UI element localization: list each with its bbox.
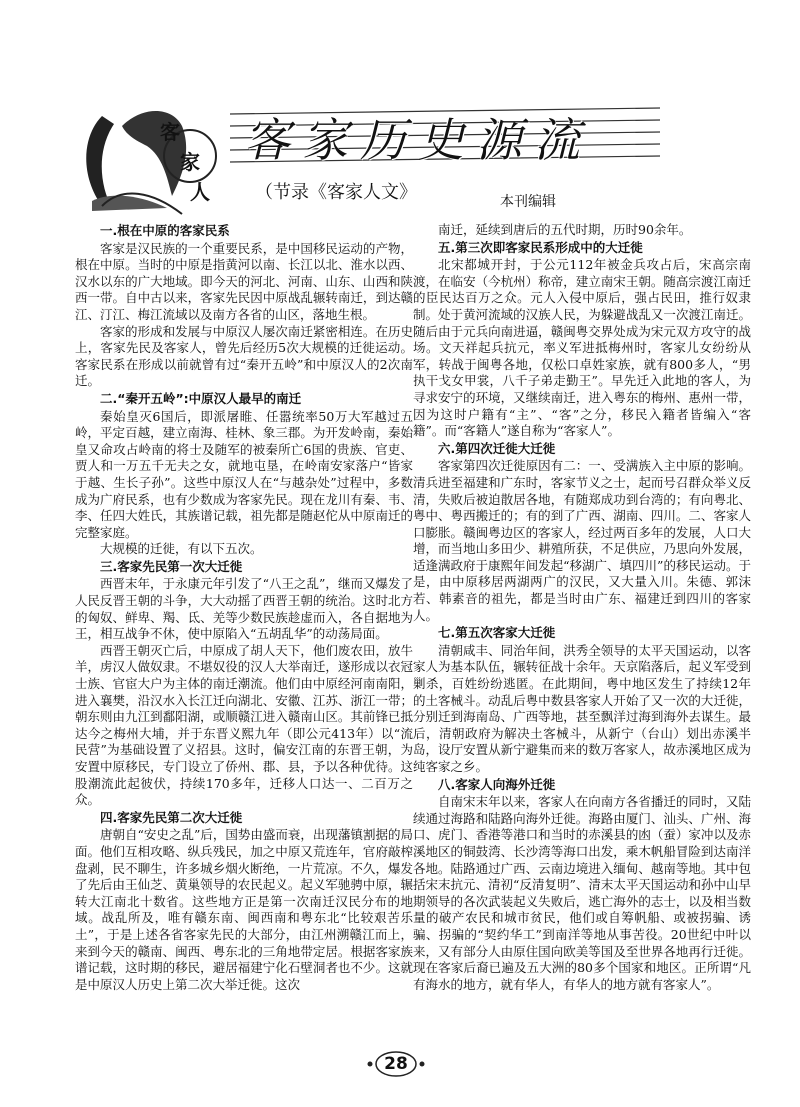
paragraph: 北宋都城开封，于公元112年被金兵攻占后，宋高宗南渡，在临安（今杭州）称帝，建立南宋王朝。随高宗渡江南迁的臣民达百万之众。元人入侵中原后，强占民田，推行奴隶制。处于黄河流域的汉族人民，为躲避战乱又一次渡江南迁。随后由于元兵向南进逼，赣闽粤交界处成为宋元双方攻守的战场。文天祥起兵抗元，率义军进抵梅州时，客家儿女纷纷从军，转战于闽粤各地，仅松口卓姓家族，就有800多人，“男执干戈女甲裳，八千子弟走勤王”。早先迁入此地的客人，为寻求安宁的环境，又继续南迁，进入粤东的梅州、惠州一带，因为这时户籍有“主”、“客”之分，移民入籍者皆编入“客籍”。而“客籍人”遂自称为“客家人”。 bbox=[413, 257, 751, 439]
paragraph: 西晋王朝灭亡后，中原成了胡人天下，他们废农田，放牛羊，虏汉人做奴隶。不堪奴役的汉人大举南迁，遂形成以衣冠士族、官宦大户为主体的南迁潮流。他们由中原经河南南阳，进入襄樊，沿汉水入长江迁向湖北、安徽、江苏、浙江一带；朝东则由九江到鄱阳湖，或顺赣江进入赣南山区。其前锋已抵达今之梅州大埔，并于东晋义熙九年（即公元413年）以“流民营”为基础设置了义招县。这时，偏安江南的东晋王朝，为安置中原移民，专门设立了侨州、郡、县，予以各种优待。这股潮流此起彼伏，持续170多年，迁移人口达一、二百万之众。 bbox=[75, 642, 413, 808]
paragraph: 秦始皇灭6国后，即派屠睢、任嚣统率50万大军越过五岭，平定百越，建立南海、桂林、象三郡。为开发岭南，秦始皇又命攻占岭南的将士及随军的被秦所亡6国的贵族、官吏、贾人和一万五千无夫之女，就地屯垦，在岭南安家落户“皆家于越、生长子孙”。这些中原汉人在“与越杂处”过程中，多数成为广府民系，也有少数成为客家先民。现在龙川有秦、韦、李、任四大姓氏，其族谱记载，祖先都是随赵佗从中原南迁的完整家庭。 bbox=[75, 408, 413, 540]
paragraph: 客家第四次迁徙原因有二：一、受满族入主中原的影响。清兵进至福建和广东时，客家节义之士，起而号召群众举义反清，失败后被迫散居各地，有随郑成功到台湾的；有向粤北、粤中、粤西搬迁的；有的到了广西、湖南、四川。二、客家人口膨胀。赣闽粤边区的客家人，经过两百多年的发展，人口大增，而当地山多田少、耕殖所获，不足供应，乃思向外发展，适逢满政府于康熙年间发起“移湖广、填四川”的移民运动。于是，由中原移居两湖两广的汉民，又大量入川。朱德、郭沫若、韩素音的祖先，都是当时由广东、福建迁到四川的客家人。 bbox=[413, 458, 751, 623]
hakka-logo bbox=[72, 96, 222, 218]
section-heading: 六.第四次迁徙大迁徙 bbox=[438, 440, 556, 456]
paragraph: 唐朝自“安史之乱”后，国势由盛而衰，出现藩镇割据的局面。他们互相攻略、纵兵残民，加之中原又荒连年，官府敲榨盘剥，民不聊生，许多城乡烟火断绝，一片荒凉。不久，爆发了先后由王仙芝、黄巢领导的农民起义。起义军驰骋中原，辗转大江南北十数省。这些地方正是第一次南迁汉民分布的地域。战乱所及，唯有赣东南、闽西南和粤东北“比较艰苦乐土”，于是上述各省客家先民的大部分，由江州溯赣江而上，来到今天的赣南、闽西、粤东北的三角地带定居。根据客家族谱记载，这时期的移民，避居福建宁化石壁洞者也不少。这就是中原汉人历史上第二次大举迁徙。这次 bbox=[75, 827, 413, 992]
page-number-text: 28 bbox=[384, 1054, 408, 1074]
section-heading: 一.根在中原的客家民系 bbox=[100, 223, 230, 238]
logo-char-2: 家 bbox=[180, 150, 200, 174]
section-heading: 七.第五次客家大迁徙 bbox=[438, 625, 556, 641]
page-number bbox=[360, 1051, 432, 1077]
section-heading: 四.客家先民第二次大迁徙 bbox=[100, 809, 243, 825]
page-title: 客家历史源流 bbox=[244, 113, 592, 167]
paragraph: 自南宋末年以来，客家人在向南方各省播迁的同时，又陆续通过海路和陆路向海外迁徙。海路由厦门、汕头、广州、海口、虎门、香港等港口和当时的赤溪县的凼（蚕）家冲以及赤溪地区的铜鼓湾、长沙湾等海口出发，乘木帆船冒险到达南洋各地。陆路通过广西、云南边境进入缅甸、越南等地。其中包括宋末抗元、清初“反清复明”、清末太平天国运动和孙中山早期领导的各次武装起义失败后，逃亡海外的志士，以及相当数量的破产农民和城市贫民，他们或自筹帆船、或被拐骗、诱骗、拐骗的“契约华工”到南洋等地从事苦役。20世纪中叶以来，又有部分人由原住国向欧美等国及至世界各地再行迁徙。现在客家后裔已遍及五大洲的80多个国家和地区。正所谓“凡有海水的地方，就有华人，有华人的地方就有客家人”。 bbox=[413, 794, 751, 992]
paragraph: 西晋末年，于永康元年引发了“八王之乱”，继而又爆发了人民反晋王朝的斗争，大大动摇了西晋王朝的统治。这时北方的匈奴、鲜卑、羯、氐、羌等少数民族趁虚而入，各自据地为王，相互战争不休，使中原陷入“五胡乱华”的动荡局面。 bbox=[75, 576, 413, 642]
paragraph: 南迁，延续到唐后的五代时期，历时90余年。 bbox=[438, 222, 692, 237]
left-column bbox=[75, 222, 413, 1037]
paragraph: 清朝咸丰、同治年间，洪秀全领导的太平天国运动，以客家人为基本队伍，辗转征战十余年。天京陷落后，起义军受到剿杀，百姓纷纷逃匿。在此期间，粤中地区发生了持续12年的土客械斗。动乱后粤中数县客家人开始了又一次的大迁徙，分别迁到海南岛、广西等地，甚至飘洋过海到海外去谋生。最后，清朝政府为解决土客械斗，从新宁（台山）划出赤溪半岛，设厅安置从新宁避集而来的数万客家人，故赤溪地区成为纯客家之乡。 bbox=[413, 642, 751, 774]
section-heading: 二.“秦开五岭”:中原汉人最早的南迁 bbox=[100, 390, 302, 406]
logo-char-3: 人 bbox=[190, 180, 210, 204]
editor-credit: 本刊编辑 bbox=[500, 194, 556, 210]
paragraph: 客家的形成和发展与中原汉人屡次南迁紧密相连。在历史上，客家先民及客家人，曾先后经历5次大规模的迁徙运动。客家民系在形成以前就曾有过“秦开五岭”和中原汉人的2次南迁。 bbox=[75, 323, 413, 389]
subtitle: （节录《客家人文》 bbox=[255, 182, 417, 203]
paragraph: 大规模的迁徙，有以下五次。 bbox=[100, 541, 263, 557]
paragraph: 客家是汉民族的一个重要民系，是中国移民运动的产物，根在中原。当时的中原是指黄河以南、长江以北、淮水以西、汉水以东的广大地域。即今天的河北、河南、山东、山西和陕西一带。自中古以来，客家先民因中原战乱辗转南迁，到达赣江、汀江、梅江流域以及南方各省的山区，落地生根。 bbox=[75, 240, 413, 322]
section-heading: 五.第三次即客家民系形成中的大迁徙 bbox=[438, 239, 643, 255]
section-heading: 八.客家人向海外迁徙 bbox=[438, 776, 556, 792]
logo-char-1: 客 bbox=[160, 120, 180, 144]
right-column bbox=[413, 222, 751, 1037]
section-heading: 三.客家先民第一次大迁徙 bbox=[100, 558, 243, 574]
